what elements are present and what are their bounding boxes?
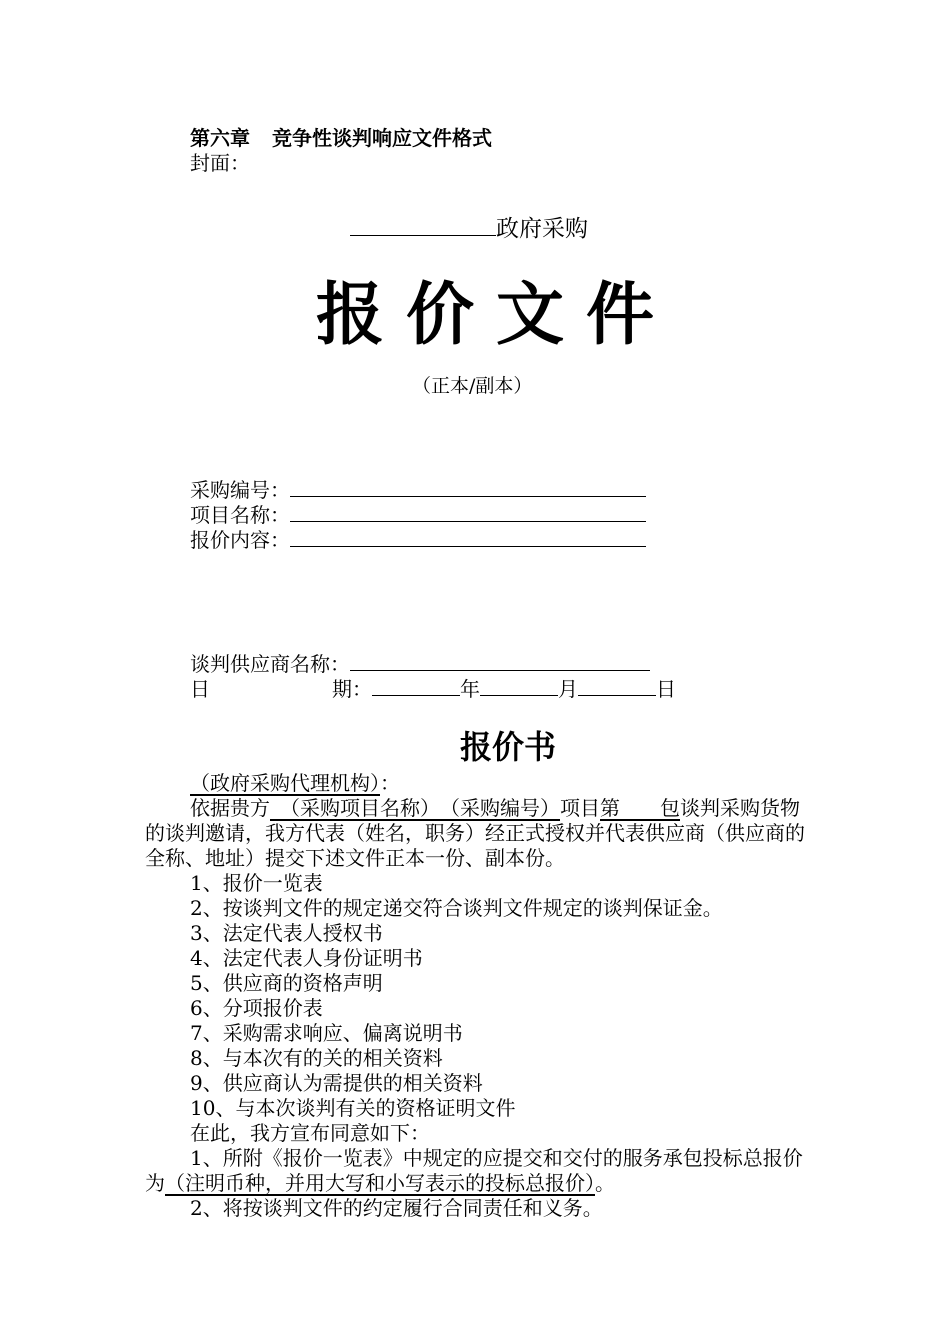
quote-content-row <box>190 528 646 550</box>
supplier-name-row <box>190 652 650 674</box>
procurement-no-blank <box>290 478 646 497</box>
agreement-1: 1、所附《报价一览表》中规定的应提交和交付的服务承包投标总报价为（注明币种，并用大写和小写表示的投标总报价）。 <box>145 1146 803 1195</box>
project-name-placeholder: （采购项目名称） （采购编号） <box>290 796 560 820</box>
list-item: 8、与本次有的关的相关资料 <box>190 1046 443 1070</box>
quote-content-label: 报价内容： <box>190 528 290 552</box>
list-item: 10、与本次谈判有关的资格证明文件 <box>190 1096 516 1120</box>
chapter-title: 竞争性谈判响应文件格式 <box>272 126 492 150</box>
project-name-blank <box>290 503 646 522</box>
day-label: 日 <box>656 677 676 701</box>
quote-content-blank <box>290 528 646 547</box>
total-price-placeholder: （注明币种，并用大写和小写表示的投标总报价） <box>165 1171 595 1195</box>
document-list <box>190 871 810 1146</box>
gov-procurement-label: 政府采购 <box>496 216 588 242</box>
chapter-number: 第六章 <box>190 126 250 150</box>
copy-type: （正本/副本） <box>412 375 533 397</box>
list-item: 3、法定代表人授权书 <box>190 921 383 945</box>
supplier-name-label: 谈判供应商名称： <box>190 652 350 676</box>
agreement-2: 2、将按谈判文件的约定履行合同责任和义务。 <box>190 1196 603 1220</box>
declare-line: 在此，我方宣布同意如下： <box>190 1121 430 1145</box>
package-number-placeholder: 第 包 <box>600 796 680 820</box>
agency-blank <box>350 213 496 236</box>
month-label: 月 <box>558 677 578 701</box>
letter-title: 报价书 <box>460 728 557 766</box>
project-name-label: 项目名称： <box>190 503 290 527</box>
addressee-row <box>190 773 400 793</box>
chapter-heading <box>190 128 492 148</box>
cover-label: 封面： <box>190 151 250 175</box>
list-item: 5、供应商的资格声明 <box>190 971 383 995</box>
letter-paragraph-1: 依据贵方 （采购项目名称） （采购编号）项目第 包谈判采购货物的谈判邀请，我方代表（姓名，职务）经正式授权并代表供应商（供应商的全称、地址）提交下述文件正本一份、副本份。 <box>145 796 805 870</box>
list-item: 6、分项报价表 <box>190 996 323 1020</box>
project-name-row <box>190 503 646 525</box>
gov-procurement-line <box>350 213 588 241</box>
year-blank <box>372 677 460 696</box>
list-item: 4、法定代表人身份证明书 <box>190 946 423 970</box>
list-item: 7、采购需求响应、偏离说明书 <box>190 1021 463 1045</box>
addressee: （政府采购代理机构） <box>190 771 380 795</box>
list-item: 1、报价一览表 <box>190 871 323 895</box>
list-item: 2、按谈判文件的规定递交符合谈判文件规定的谈判保证金。 <box>190 896 723 920</box>
addressee-colon: ： <box>380 771 400 795</box>
procurement-no-row <box>190 478 646 500</box>
main-title: 报价文件 <box>316 275 677 355</box>
year-label: 年 <box>460 677 480 701</box>
date-label-right: 期： <box>332 677 372 701</box>
day-blank <box>578 677 656 696</box>
procurement-no-label: 采购编号： <box>190 478 290 502</box>
date-label-left: 日 <box>190 677 210 701</box>
list-item: 9、供应商认为需提供的相关资料 <box>190 1071 483 1095</box>
supplier-name-blank <box>350 652 650 671</box>
date-row <box>190 677 676 699</box>
month-blank <box>480 677 558 696</box>
